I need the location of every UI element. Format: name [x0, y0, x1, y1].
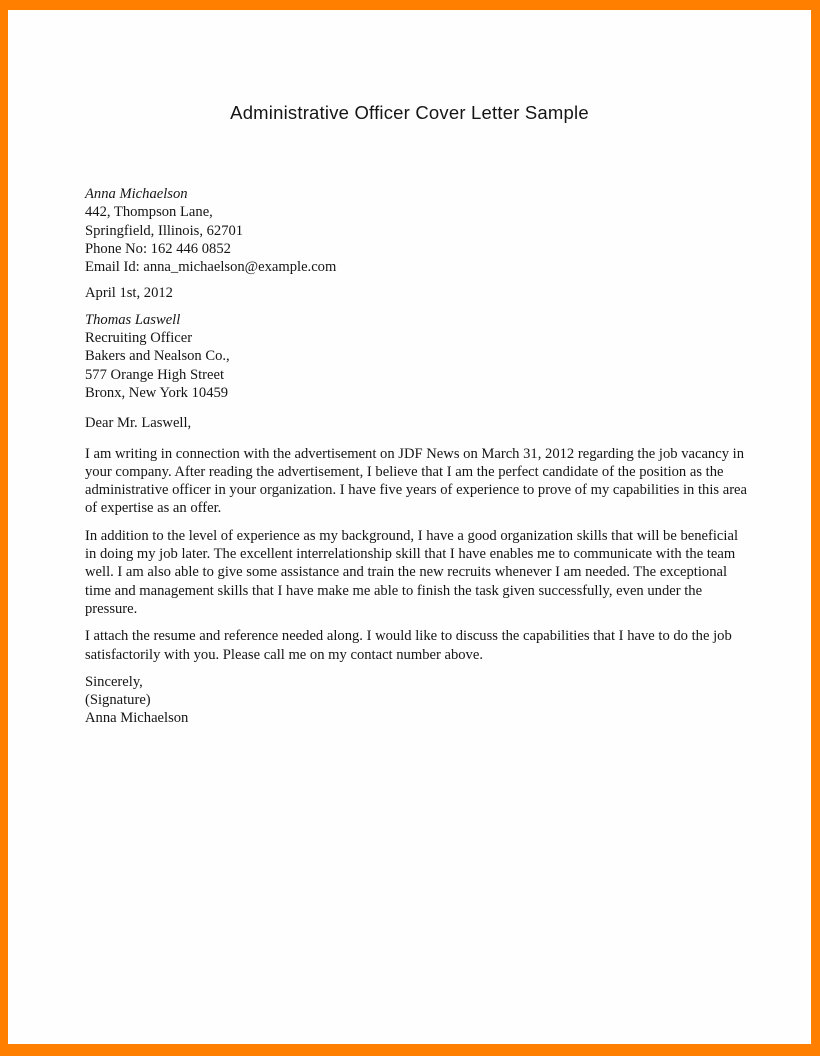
- salutation: Dear Mr. Laswell,: [85, 415, 192, 432]
- recipient-name: Thomas Laswell: [85, 311, 181, 328]
- body-paragraph: I attach the resume and reference needed along. I would like to discuss the capabilities that I have to do the job satisfactorily with you. Please call me on my contact number above.: [85, 628, 732, 663]
- letter-body: [8, 185, 748, 728]
- sender-block: [85, 185, 748, 276]
- signature-placeholder: (Signature): [85, 692, 151, 709]
- document-page: [8, 10, 811, 1044]
- valediction: Sincerely,: [85, 673, 143, 690]
- sender-email-line: Email Id: anna_michaelson@example.com: [85, 259, 337, 276]
- recipient-city-line: Bronx, New York 10459: [85, 384, 229, 401]
- sender-phone-line: Phone No: 162 446 0852: [85, 240, 231, 257]
- recipient-title-line: Recruiting Officer: [85, 330, 193, 347]
- closing-block: [85, 673, 748, 728]
- signed-name: Anna Michaelson: [85, 710, 189, 727]
- date-line: April 1st, 2012: [85, 285, 173, 302]
- sender-address-line: Springfield, Illinois, 62701: [85, 222, 244, 239]
- recipient-company-line: Bakers and Nealson Co.,: [85, 348, 230, 365]
- body-paragraph: In addition to the level of experience as my background, I have a good organization skills that will be beneficial in doing my job later. The excellent interrelationship skill that I have enables me to communicate with the team well. I am also able to give some assistance and train the new recruits whenever I am needed. The exceptional time and management skills that I have make me able to finish the task given successfully, even under the pressure.: [85, 527, 738, 617]
- recipient-block: [85, 311, 748, 402]
- recipient-street-line: 577 Orange High Street: [85, 366, 225, 383]
- sender-name: Anna Michaelson: [85, 186, 188, 202]
- sender-address-line: 442, Thompson Lane,: [85, 204, 213, 221]
- document-title: Administrative Officer Cover Letter Sample: [230, 102, 589, 123]
- body-paragraph: I am writing in connection with the advertisement on JDF News on March 31, 2012 regarding the job vacancy in your company. After reading the advertisement, I believe that I am the perfect candidate of the position as the administrative officer in your organization. I have five years of experience to prove of my capabilities in this area of expertise as an offer.: [85, 445, 748, 517]
